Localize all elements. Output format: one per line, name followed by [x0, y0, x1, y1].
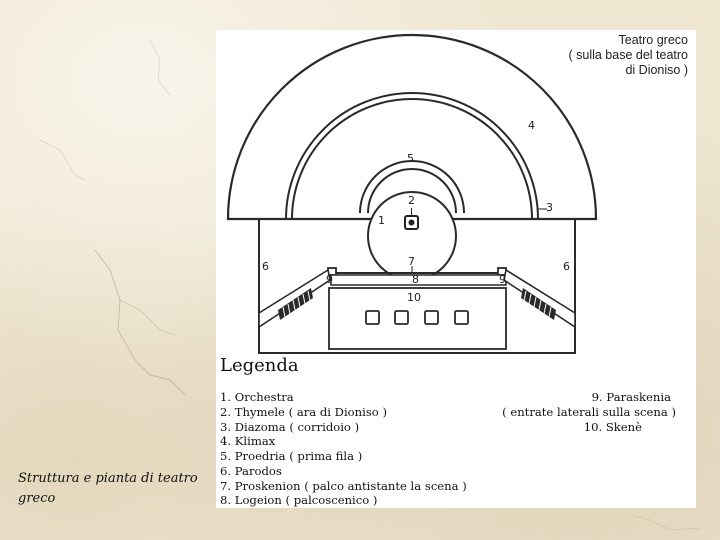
- legend-item-5: 5. Proedria ( prima fila ): [220, 449, 363, 463]
- legend-item-6: 6. Parodos: [220, 464, 282, 478]
- legend-item-9-note: ( entrate laterali sulla scena ): [502, 405, 676, 419]
- legend-item-10: 10. Skenè: [583, 420, 642, 434]
- label-5: 5: [407, 152, 414, 165]
- legend-item-2: 2. Thymele ( ara di Dioniso ): [220, 405, 387, 419]
- theatre-plan-diagram: [216, 30, 696, 360]
- label-10: 10: [407, 291, 421, 304]
- slide-caption: Struttura e pianta di teatro greco: [18, 471, 198, 506]
- skene-door-4: [455, 311, 468, 324]
- diagram-title-line-3: di Dioniso ): [625, 63, 688, 77]
- diagram-title-line-2: ( sulla base del teatro: [568, 48, 688, 62]
- parodos-left: [259, 270, 330, 327]
- diagram-title-line-1: Teatro greco: [618, 33, 688, 47]
- skene-door-2: [395, 311, 408, 324]
- legend-title: Legenda: [220, 355, 299, 376]
- label-4: 4: [528, 119, 535, 132]
- label-3: 3: [546, 201, 553, 214]
- label-7: 7: [408, 255, 415, 268]
- skene-door-1: [366, 311, 379, 324]
- greek-theatre-figure: [216, 30, 696, 508]
- parodos-right: [504, 270, 575, 327]
- skene-door-3: [425, 311, 438, 324]
- legend-item-1: 1. Orchestra: [220, 390, 294, 404]
- label-9-left: 9: [326, 273, 333, 286]
- legend-item-8: 8. Logeion ( palcoscenico ): [220, 493, 378, 507]
- label-1: 1: [378, 214, 385, 227]
- label-8: 8: [412, 273, 419, 286]
- label-6-left: 6: [262, 260, 269, 273]
- diagram-title: [568, 33, 688, 78]
- legend-item-4: 4. Klimax: [220, 434, 276, 448]
- legend-item-3: 3. Diazoma ( corridoio ): [220, 420, 360, 434]
- label-9-right: 9: [499, 273, 506, 286]
- legend-item-9: 9. Paraskenia: [591, 390, 671, 404]
- legend-item-7: 7. Proskenion ( palco antistante la scena ): [220, 479, 467, 493]
- label-2: 2: [408, 194, 415, 207]
- label-6-right: 6: [563, 260, 570, 273]
